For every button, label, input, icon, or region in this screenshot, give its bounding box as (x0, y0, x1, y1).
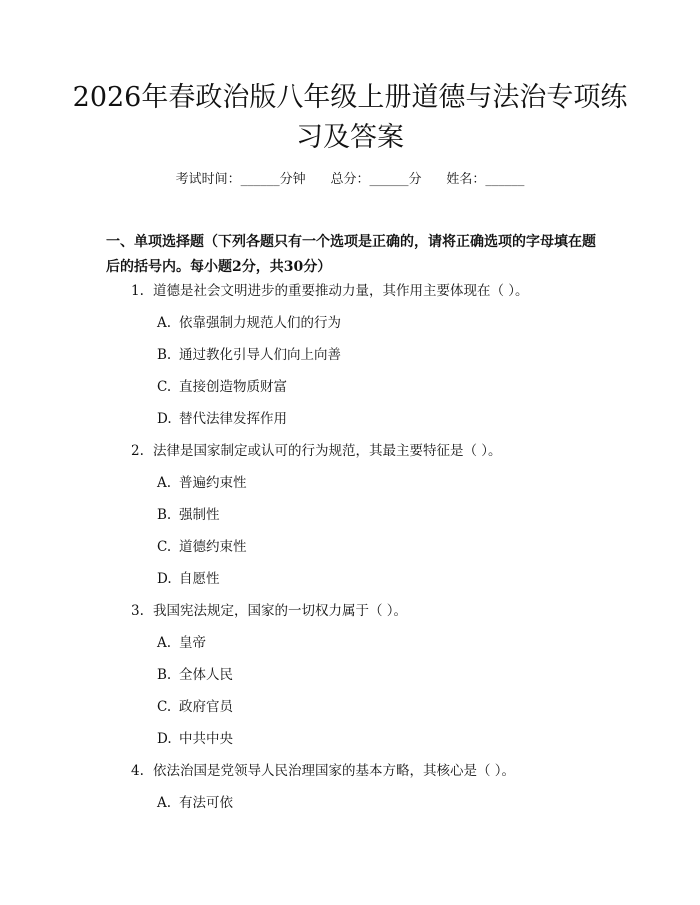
question-text: 我国宪法规定，国家的一切权力属于（ ）。 (153, 603, 408, 619)
exam-time-label: 考试时间： (175, 172, 241, 187)
option-text: 政府官员 (179, 699, 233, 715)
question-number: 2. (131, 443, 144, 459)
option-letter: D. (157, 731, 172, 747)
question-2 (131, 442, 502, 460)
option-text: 通过教化引导人们向上向善 (179, 347, 341, 363)
question-number: 3. (131, 603, 144, 619)
option-letter: A. (157, 475, 172, 491)
question-3 (131, 602, 407, 620)
option-letter: B. (157, 347, 172, 363)
question-1-option-a (157, 314, 341, 332)
option-text: 依靠强制力规范人们的行为 (179, 315, 341, 331)
question-4 (131, 762, 515, 780)
exam-time-blank: ______ (240, 172, 280, 187)
question-1-option-c (157, 378, 287, 396)
option-text: 直接创造物质财富 (179, 379, 287, 395)
option-text: 自愿性 (179, 571, 220, 587)
question-1-option-d (157, 410, 287, 428)
option-text: 有法可依 (179, 795, 233, 811)
option-letter: A. (157, 315, 172, 331)
option-text: 中共中央 (179, 731, 233, 747)
option-letter: B. (157, 667, 172, 683)
question-3-option-d (157, 730, 233, 748)
option-letter: C. (157, 379, 172, 395)
question-1-option-b (157, 346, 341, 364)
option-text: 强制性 (179, 507, 220, 523)
total-score-unit: 分 (408, 172, 422, 187)
option-letter: A. (157, 635, 172, 651)
option-text: 道德约束性 (179, 539, 247, 555)
question-1 (131, 282, 529, 300)
option-text: 普遍约束性 (179, 475, 247, 491)
question-number: 1. (131, 283, 144, 299)
question-2-option-c (157, 538, 247, 556)
question-3-option-c (157, 698, 233, 716)
total-score-label: 总分： (330, 172, 370, 187)
question-2-option-b (157, 506, 220, 524)
student-name-label: 姓名： (446, 172, 486, 187)
option-letter: C. (157, 539, 172, 555)
option-letter: D. (157, 571, 172, 587)
question-2-option-d (157, 570, 220, 588)
question-2-option-a (157, 474, 247, 492)
exam-time-unit: 分钟 (279, 172, 306, 187)
option-letter: A. (157, 795, 172, 811)
option-letter: B. (157, 507, 172, 523)
option-letter: D. (157, 411, 172, 427)
question-number: 4. (131, 763, 144, 779)
option-text: 皇帝 (179, 635, 206, 651)
total-score-blank: ______ (369, 172, 409, 187)
question-3-option-b (157, 666, 233, 684)
student-name-blank: ______ (485, 172, 525, 187)
exam-info-line (0, 168, 700, 187)
document-title: 2026年春政治版八年级上册道德与法治专项练习及答案 (72, 82, 628, 153)
option-letter: C. (157, 699, 172, 715)
section-heading: 一、单项选择题（下列各题只有一个选项是正确的，请将正确选项的字母填在题后的括号内。每小题2分，共30分） (106, 234, 596, 275)
question-text: 道德是社会文明进步的重要推动力量，其作用主要体现在（ ）。 (153, 283, 529, 299)
option-text: 全体人民 (179, 667, 233, 683)
question-4-option-a (157, 794, 233, 812)
question-text: 依法治国是党领导人民治理国家的基本方略，其核心是（ ）。 (153, 763, 516, 779)
question-3-option-a (157, 634, 206, 652)
option-text: 替代法律发挥作用 (179, 411, 287, 427)
question-text: 法律是国家制定或认可的行为规范，其最主要特征是（ ）。 (153, 443, 502, 459)
